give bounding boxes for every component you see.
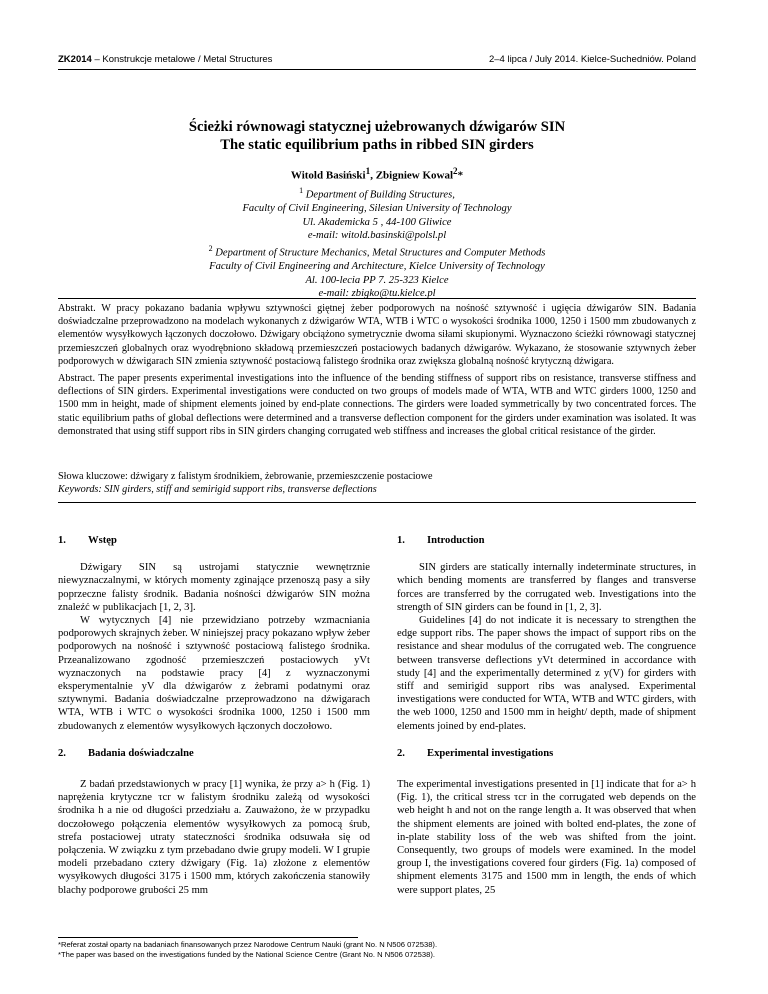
paragraph: Dźwigary SIN są ustrojami statycznie wewnętrznie niewyznaczalnymi, w których momenty zginające przenoszą pasy a siły poprzeczne falisty środnik. Badania nośności dźwigarów SIN można znaleźć w publikacjach [1, 2, 3]. [58, 562, 370, 613]
header-rule [58, 69, 696, 70]
section-heading-badania: 2. Badania doświadczalne [58, 747, 194, 759]
abstract-rule-top [58, 298, 696, 299]
paragraph: SIN girders are statically internally indeterminate structures, in which bending moments are transferred by flanges and transverse forces are transferred by the corrugated web. Investigations into the strength of SIN girders can be found in [1, 2, 3]. [397, 562, 696, 613]
section-heading-experimental: 2. Experimental investigations [397, 747, 554, 759]
keywords-polish: Słowa kluczowe: dźwigary z falistym środnikiem, żebrowanie, przemieszczenie postaciowe [58, 471, 433, 482]
title-polish: Ścieżki równowagi statycznej użebrowanych dźwigarów SIN [188, 119, 566, 135]
keywords-rule [58, 502, 696, 503]
paper-title [58, 118, 696, 154]
keywords-english: Keywords: SIN girders, stiff and semirigid support ribs, transverse deflections [58, 484, 377, 496]
abstract-english: Abstract. The paper presents experimental investigations into the influence of the bending stiffness of support ribs on resistance, transverse stiffness and deflections of SIN girders. Experimental investigations were conducted on two groups of models made of WTA, WTB and WTC girders 1000, 1250 and 1500 mm in height, made of shipment elements joined by end-plate connections. The girders were loaded symmetrically by two concentrated forces. The static equilibrium paths of global deflections were determined and a transverse deflection component for the girders under examination was isolated. It was demonstrated that using stiff support ribs in SIN girders changing corrugated web stiffness and increases the global critical resistance of the girder. [58, 373, 696, 437]
author-2: Zbigniew Kowal [375, 169, 454, 182]
footnote-polish: *Referat został oparty na badaniach finansowanych przez Narodowe Centrum Nauki (grant No. N N506 072538). [58, 940, 438, 949]
keywords-block [58, 470, 696, 496]
right-column [397, 534, 696, 897]
paragraph: Z badań przedstawionych w pracy [1] wynika, że przy a> h (Fig. 1) naprężenia krytyczne τcr w falistym środniku zależą od wysokości środnika h a nie od długości przedziału a. Zauważono, że w przypadku doczołowego połączenia elementów wysyłkowych za pomocą śrub, strefa postaciowej utraty stateczności środnika odsuwała się od połączenia. W związku z tym przebadano dwie grupy modeli. W I grupie modeli przebadano cztery dźwigary (Fig. 1a) złożone z elementów wysyłkowych długości 3175 i 1500 mm, których zakończenia stanowiły blachy podporowe grubości 25 mm [58, 779, 370, 896]
footnote-english: *The paper was based on the investigations funded by the National Science Centre (Grant No. N N506 072538). [58, 950, 435, 959]
running-header-right: 2–4 lipca / July 2014. Kielce-Suchedniów. Poland [488, 54, 696, 65]
footnotes [58, 940, 696, 960]
paragraph: The experimental investigations presented in [1] indicate that for a> h (Fig. 1), the critical stress τcr in the corrugated web depends on the web height h and not on the range length a. It was observed that when the shipment elements are joined with bolted end-plates, the zone of in-plate stability loss of the web was shifted from the joint. Consequently, two groups of models were examined. In the model group I, the investigations covered four girders (Fig. 1a) composed of shipment elements 3175 and 1500 mm in length, the ends of which were support plates, 25 [397, 779, 696, 896]
title-english: The static equilibrium paths in ribbed SIN girders [220, 137, 534, 153]
email-1[interactable]: e-mail: witold.basinski@polsl.pl [307, 230, 447, 242]
footnote-rule [58, 937, 358, 938]
author-list: Witold Basiński$^1$, Zbigniew Kowal$^2$* [290, 166, 464, 182]
paragraph: W wytycznych [4] nie przewidziano potrzeby wzmacniania podporowych skrajnych żeber. W niniejszej pracy pokazano wpływ żeber podporowych na nośność i sztywność postaciową falistego środnika. Przeanalizowano zgodność przemieszczeń postaciowych yVt wyznaczonych na podstawie pracy [4] z wyznaczonymi eksperymentalnie yV dla dźwigarów z żebrami podatnymi oraz sztywnymi. Badania doświadczalne przeprowadzono na dźwigarach WTA, WTB i WTC o wysokości środnika 1000, 1250 i 1500 mm zbudowanych z elementów wysyłkowych łączonych doczołowo. [58, 615, 370, 732]
section-heading-wstep: 1. Wstęp [58, 535, 117, 546]
section-heading-introduction: 1. Introduction [397, 535, 485, 546]
author-1: Witold Basiński [290, 169, 366, 182]
affiliation-2: $^2$ Department of Structure Mechanics, Metal Structures and Computer Methods Faculty of Civil Engineering and Architecture, Kielce University of Technology Al. 100-lecia PP 7. 25-323 Kielce e-mail: zbigko@tu.kielce.pl [58, 242, 696, 301]
affiliation-1: $^1$ Department of Building Structures, Faculty of Civil Engineering, Silesian University of Technology Ul. Akademicka 5 , 44-100 Gliwice e-mail: witold.basinski@polsl.pl [58, 184, 696, 243]
running-header-left: ZK2014 – Konstrukcje metalowe / Metal Structures [58, 54, 273, 65]
paragraph: Guidelines [4] do not indicate it is necessary to strengthen the edge support ribs. The paper shows the impact of support ribs on the resistance and shear modulus of the corrugated web. The congruence between transverse deflections yVt determined in accordance with study [4] and the experimentally determined z y(V) for girders with stiff and semirigid support ribs was analysed. Experimental investigations were conducted for WTA, WTB and WTC girders, with the web 1000, 1250 and 1500 mm in height/ depth, made of shipment elements joined by end-plates. [397, 615, 696, 732]
email-2[interactable]: e-mail: zbigko@tu.kielce.pl [318, 288, 436, 300]
abstract-polish: Abstrakt. W pracy pokazano badania wpływu sztywności giętnej żeber podporowych na nośność sztywność i ugięcia dźwigarów SIN. Badania doświadczalne przeprowadzono na modelach wykonanych z dźwigarów WTA, WTB i WTC o wysokości środnika 1000, 1250 i 1500 mm zbudowanych z elementów wysyłkowych łączonych doczołowo. Dźwigary obciążono symetrycznie dwoma siłami skupionymi. Wyznaczono ścieżki równowagi statycznej przemieszczeń globalnych oraz wyodrębniono składową przemieszczeń postaciowych badanych dźwigarów. Wykazano, że stosowanie sztywnych żeber podporowych w dźwigarach SIN zmienia sztywność postaciową falistego środnika oraz zwiększa globalną nośność krytyczną dźwigara. [58, 303, 696, 367]
left-column [58, 534, 370, 897]
